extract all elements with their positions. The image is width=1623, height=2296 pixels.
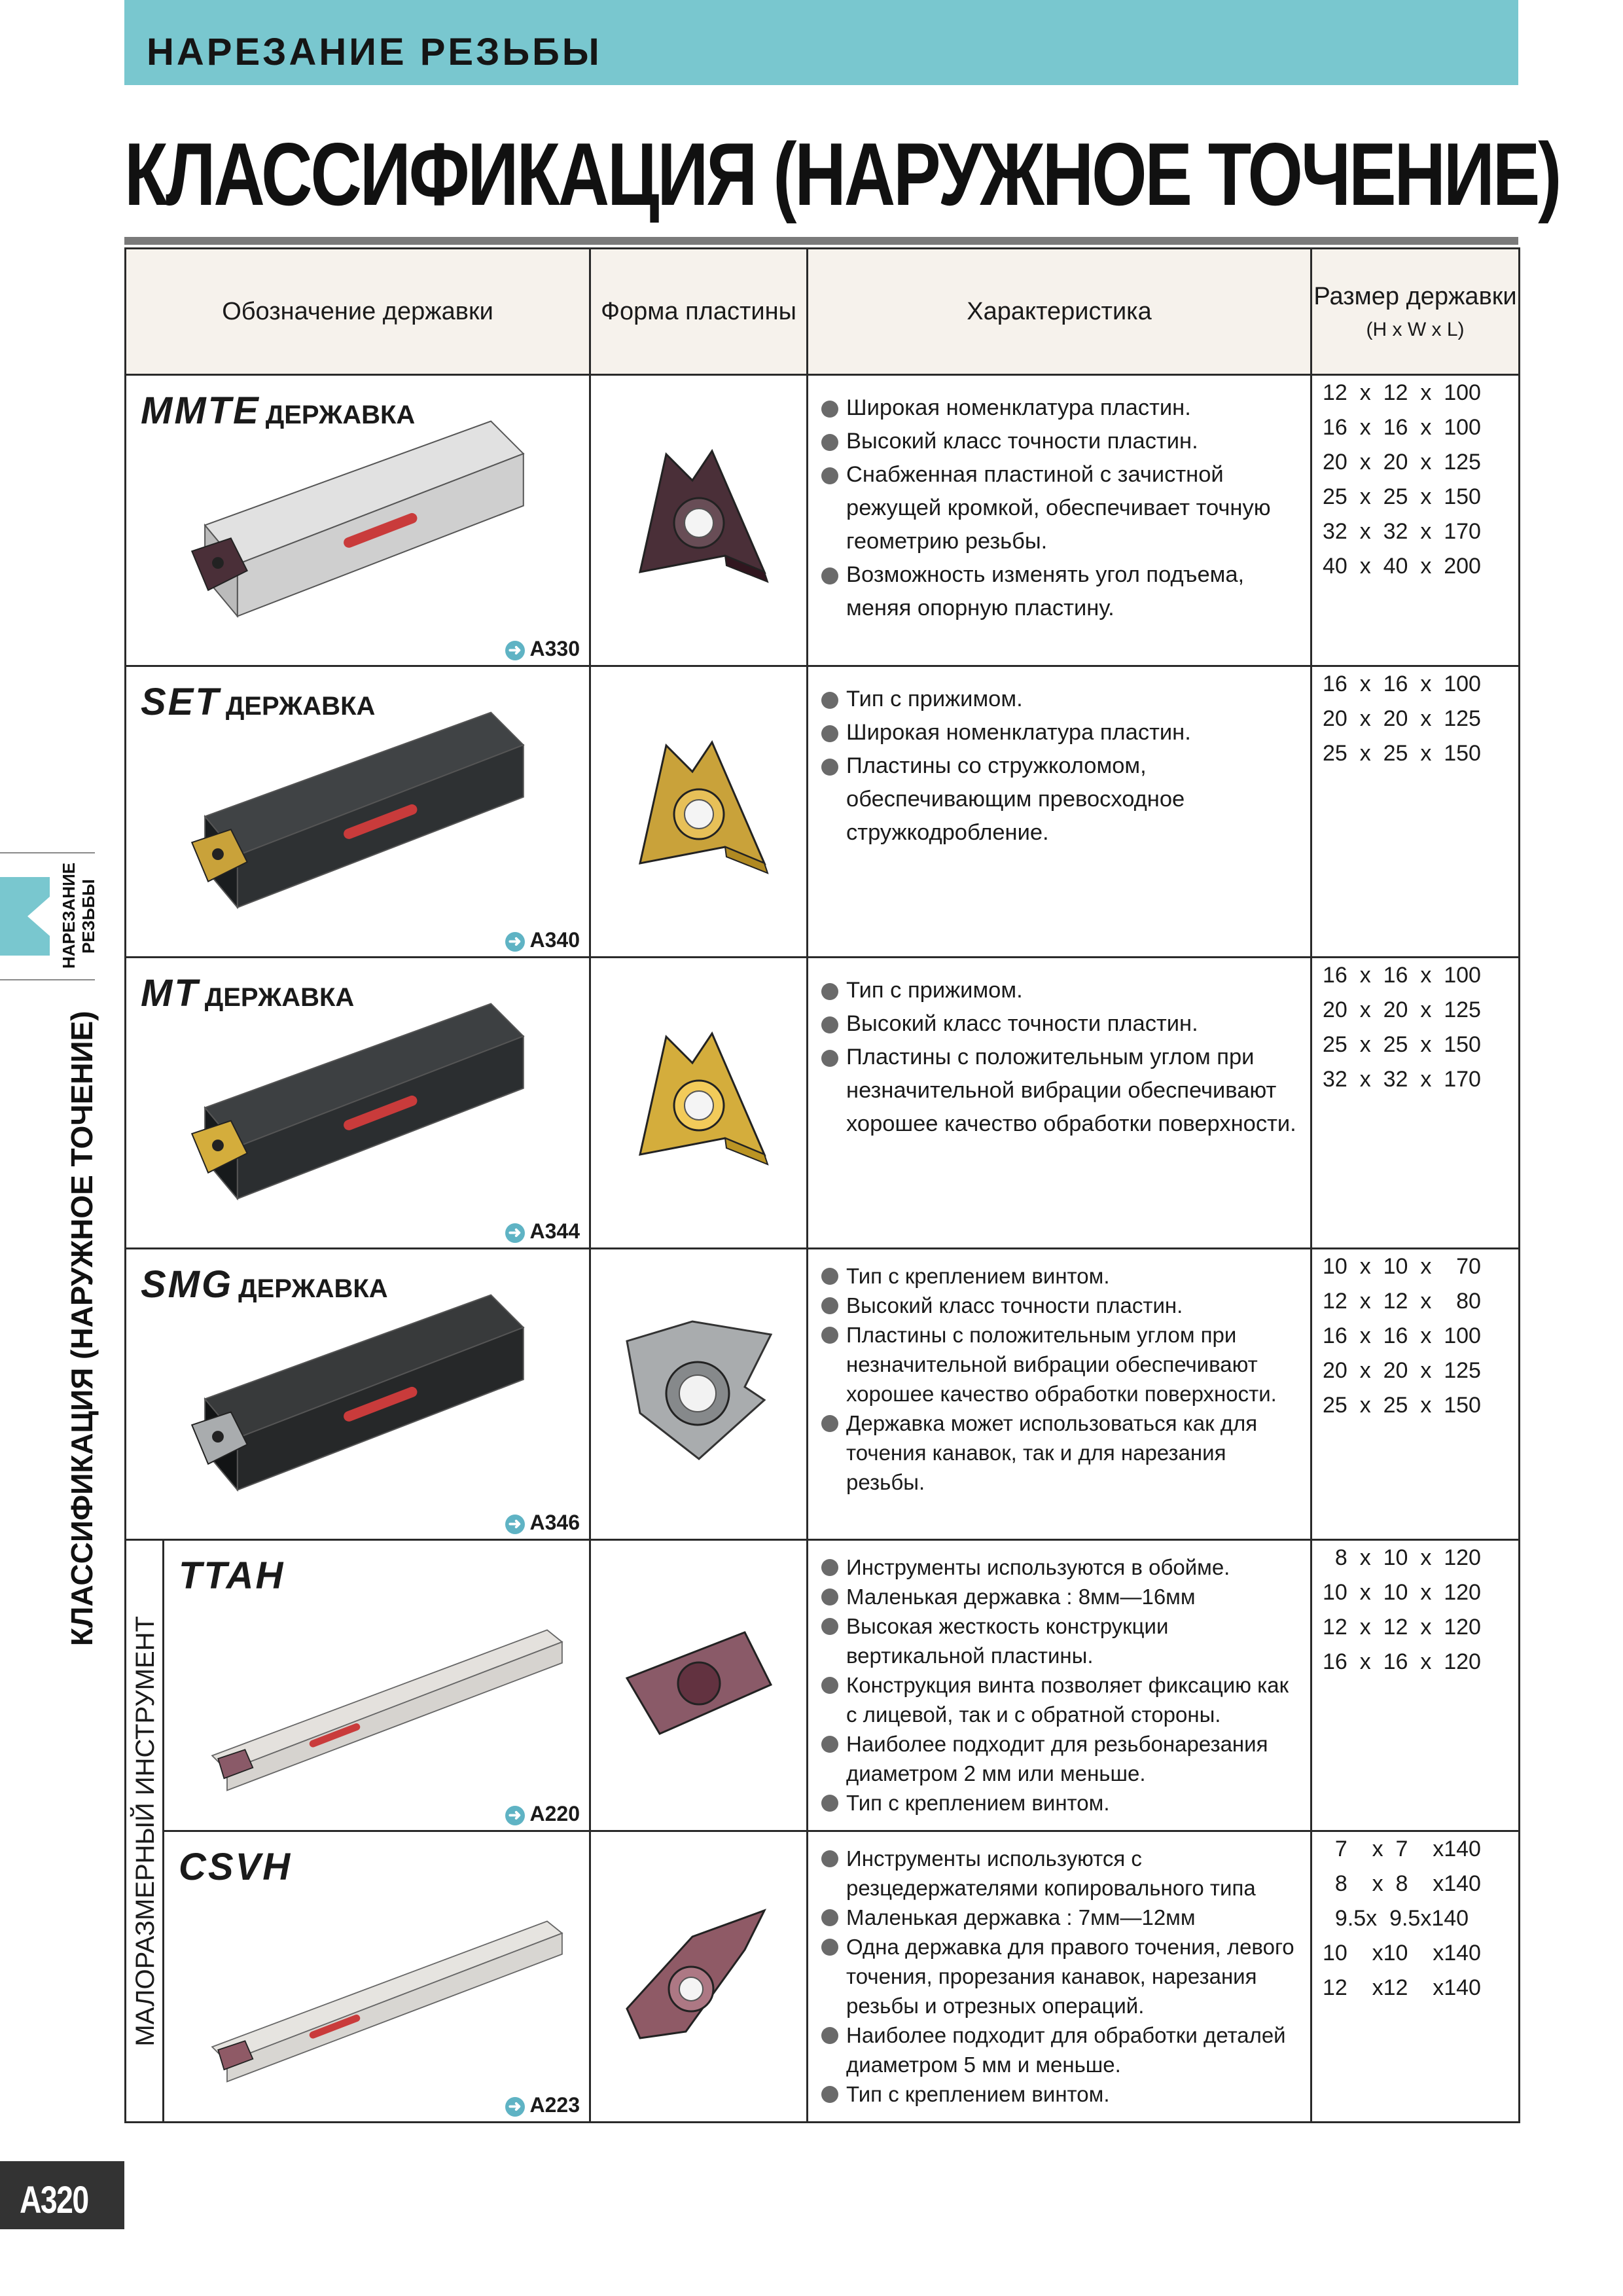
feature-item: Пластины с положительным углом при незначительной вибрации обеспечивают хорошее качество обработки поверхности. <box>821 1041 1301 1141</box>
feature-item: Снабженная пластиной с зачистной режущей кромкой, обеспечивает точную геометрию резьбы. <box>821 458 1301 558</box>
holder-name <box>179 1554 290 1598</box>
feature-item: Возможность изменять угол подъема, меняя опорную пластину. <box>821 558 1301 625</box>
insert-hole <box>679 1375 716 1412</box>
side-tab-marker <box>0 877 50 956</box>
feature-item: Тип с прижимом. <box>821 974 1301 1007</box>
header-size-label: Размер державки <box>1313 282 1517 310</box>
size-entry: 25 x 25 x 150 <box>1323 1393 1481 1418</box>
sizes-cell <box>1311 1249 1520 1540</box>
arrow-right-icon: ➜ <box>505 1223 525 1243</box>
feature-item: Маленькая державка : 7мм―12мм <box>821 1903 1301 1932</box>
holder-top-face <box>212 1921 562 2062</box>
insert-cell <box>590 958 808 1249</box>
features-cell <box>808 1249 1311 1540</box>
features-cell <box>808 666 1311 958</box>
size-entry: 12 x12 x140 <box>1323 1975 1481 2000</box>
holder-kind: ДЕРЖАВКА <box>225 692 376 721</box>
features-list <box>821 1844 1301 2109</box>
sizes-cell <box>1311 1831 1520 2123</box>
size-entry: 8 x 10 x 120 <box>1323 1545 1481 1570</box>
size-entry: 20 x 20 x 125 <box>1323 1358 1481 1383</box>
holder-kind: ДЕРЖАВКА <box>265 401 416 429</box>
feature-item: Инструменты используются с резцедержателями копировального типа <box>821 1844 1301 1903</box>
holder-code: MT <box>141 972 200 1014</box>
insert-cell <box>590 1831 808 2123</box>
feature-item: Тип с креплением винтом. <box>821 1788 1301 1818</box>
features-cell <box>808 958 1311 1249</box>
size-entry: 10 x 10 x 70 <box>1323 1254 1481 1279</box>
holder-side-face <box>227 1933 562 2082</box>
sizes-list <box>1312 1249 1518 1423</box>
size-entry: 7 x 7 x140 <box>1323 1837 1481 1861</box>
sizes-list <box>1312 1832 1518 2005</box>
feature-item: Тип с прижимом. <box>821 683 1301 716</box>
insert-image <box>614 732 784 883</box>
sizes-list <box>1312 958 1518 1097</box>
header-features: Характеристика <box>808 249 1311 375</box>
insert-image <box>614 1897 784 2048</box>
header-size-sub: (H x W x L) <box>1366 318 1465 340</box>
feature-item: Одна державка для правого точения, левого точения, прорезания канавок, нарезания резьбы и отрезных операций. <box>821 1932 1301 2020</box>
feature-item: Наиболее подходит для обработки деталей диаметром 5 мм и меньше. <box>821 2020 1301 2079</box>
insert-bore <box>678 1662 720 1704</box>
insert-image <box>614 441 784 592</box>
holder-code: TTAH <box>179 1554 285 1597</box>
sizes-list <box>1312 376 1518 584</box>
page-reference-label: A220 <box>529 1802 580 1825</box>
page-reference-link[interactable] <box>505 637 580 661</box>
insert-hole <box>685 1091 713 1120</box>
arrow-right-icon: ➜ <box>505 2097 525 2117</box>
size-entry: 16 x 16 x 100 <box>1323 963 1481 988</box>
sizes-cell <box>1311 958 1520 1249</box>
page-reference-label: A223 <box>529 2093 580 2117</box>
holder-cell <box>164 1831 590 2123</box>
features-list <box>821 683 1301 850</box>
page-title: КЛАССИФИКАЦИЯ (НАРУЖНОЕ ТОЧЕНИЕ) <box>124 124 1560 224</box>
features-list <box>821 1261 1301 1497</box>
feature-item: Инструменты используются в обойме. <box>821 1552 1301 1582</box>
feature-item: Высокий класс точности пластин. <box>821 1007 1301 1041</box>
size-entry: 20 x 20 x 125 <box>1323 997 1481 1022</box>
arrow-right-icon: ➜ <box>505 932 525 952</box>
sizes-cell <box>1311 1540 1520 1831</box>
sizes-cell <box>1311 666 1520 958</box>
page-reference-link[interactable] <box>505 1219 580 1244</box>
size-entry: 12 x 12 x 100 <box>1323 380 1481 405</box>
size-entry: 32 x 32 x 170 <box>1323 1067 1481 1092</box>
features-list <box>821 1552 1301 1818</box>
size-entry: 40 x 40 x 200 <box>1323 554 1481 579</box>
section-header-band <box>124 0 1518 85</box>
size-entry: 12 x 12 x 80 <box>1323 1289 1481 1314</box>
header-size <box>1311 249 1520 375</box>
size-entry: 9.5x 9.5x140 <box>1323 1906 1469 1931</box>
insert-cell <box>590 666 808 958</box>
side-tab-line1: НАРЕЗАНИЕ <box>59 862 79 969</box>
feature-item: Наиболее подходит для резьбонарезания диаметром 2 мм или меньше. <box>821 1729 1301 1788</box>
holder-name <box>141 680 375 724</box>
feature-item: Широкая номенклатура пластин. <box>821 391 1301 425</box>
holder-code: SMG <box>141 1263 234 1306</box>
holder-kind: ДЕРЖАВКА <box>204 983 355 1012</box>
holder-screw <box>212 1431 224 1443</box>
holder-name <box>141 971 354 1015</box>
holder-code: MMTE <box>141 389 260 432</box>
table-row <box>126 375 1520 666</box>
table-row <box>126 1540 1520 1831</box>
holder-cell <box>126 958 590 1249</box>
header-insert: Форма пластины <box>590 249 808 375</box>
size-entry: 8 x 8 x140 <box>1323 1871 1481 1896</box>
size-entry: 25 x 25 x 150 <box>1323 1032 1481 1057</box>
holder-name <box>141 1263 388 1306</box>
classification-table <box>124 247 1520 2123</box>
holder-side-face <box>227 1642 562 1791</box>
small-tools-label: МАЛОРАЗМЕРНЫЙ ИНСТРУМЕНТ <box>130 1615 160 2047</box>
side-tab-line2: РЕЗЬБЫ <box>79 879 98 954</box>
header-holder: Обозначение державки <box>126 249 590 375</box>
side-vertical-title: КЛАССИФИКАЦИЯ (НАРУЖНОЕ ТОЧЕНИЕ) <box>65 1011 99 1647</box>
features-list <box>821 974 1301 1141</box>
sizes-cell <box>1311 375 1520 666</box>
features-cell <box>808 1540 1311 1831</box>
page-reference-link[interactable] <box>505 1802 580 1826</box>
insert-image <box>614 1606 784 1757</box>
size-entry: 32 x 32 x 170 <box>1323 519 1481 544</box>
feature-item: Высокий класс точности пластин. <box>821 1291 1301 1320</box>
feature-item: Пластины с положительным углом при незначительной вибрации обеспечивают хорошее качество обработки поверхности. <box>821 1320 1301 1408</box>
holder-kind: ДЕРЖАВКА <box>238 1274 388 1303</box>
holder-top-face <box>212 1630 562 1770</box>
features-list <box>821 391 1301 625</box>
insert-hole <box>679 1977 703 2001</box>
page-reference-link[interactable] <box>505 2093 580 2117</box>
table-header-row <box>126 249 1520 375</box>
insert-cell <box>590 1249 808 1540</box>
insert-cell <box>590 1540 808 1831</box>
feature-item: Широкая номенклатура пластин. <box>821 716 1301 749</box>
feature-item: Тип с креплением винтом. <box>821 1261 1301 1291</box>
insert-image <box>614 1315 784 1465</box>
size-entry: 12 x 12 x 120 <box>1323 1615 1481 1640</box>
insert-hole <box>685 800 713 829</box>
insert-image <box>614 1024 784 1174</box>
size-entry: 16 x 16 x 100 <box>1323 415 1481 440</box>
section-header: НАРЕЗАНИЕ РЕЗЬБЫ <box>147 31 602 73</box>
page-number: A320 <box>20 2179 88 2221</box>
arrow-right-icon: ➜ <box>505 641 525 660</box>
side-tab-label <box>59 864 102 969</box>
page-reference-link[interactable] <box>505 928 580 952</box>
page-reference-link[interactable] <box>505 1511 580 1535</box>
small-tools-group-cell <box>126 1540 164 2123</box>
feature-item: Высокий класс точности пластин. <box>821 425 1301 458</box>
table-row <box>126 666 1520 958</box>
holder-cell <box>126 1249 590 1540</box>
holder-name <box>179 1845 297 1889</box>
holder-screw <box>212 1139 224 1151</box>
holder-code: CSVH <box>179 1846 293 1888</box>
holder-screw <box>212 557 224 569</box>
holder-name <box>141 389 415 433</box>
size-entry: 16 x 16 x 100 <box>1323 1323 1481 1348</box>
feature-item: Маленькая державка : 8мм―16мм <box>821 1582 1301 1611</box>
arrow-right-icon: ➜ <box>505 1806 525 1825</box>
size-entry: 10 x 10 x 120 <box>1323 1580 1481 1605</box>
page-number-box <box>0 2161 124 2229</box>
size-entry: 16 x 16 x 120 <box>1323 1649 1481 1674</box>
table-row <box>126 1831 1520 2123</box>
table-row <box>126 958 1520 1249</box>
table-row <box>126 1249 1520 1540</box>
holder-code: SET <box>141 681 221 723</box>
sizes-list <box>1312 1541 1518 1679</box>
page-reference-label: A344 <box>529 1219 580 1243</box>
features-cell <box>808 1831 1311 2123</box>
feature-item: Пластины со стружколомом, обеспечивающим превосходное стружкодробление. <box>821 749 1301 850</box>
title-rule <box>124 237 1518 245</box>
feature-item: Тип с креплением винтом. <box>821 2079 1301 2109</box>
arrow-right-icon: ➜ <box>505 1515 525 1534</box>
size-entry: 25 x 25 x 150 <box>1323 741 1481 766</box>
size-entry: 16 x 16 x 100 <box>1323 672 1481 696</box>
insert-hole <box>685 509 713 537</box>
page-reference-label: A340 <box>529 928 580 952</box>
feature-item: Конструкция винта позволяет фиксацию как с лицевой, так и с обратной стороны. <box>821 1670 1301 1729</box>
feature-item: Высокая жесткость конструкции вертикальной пластины. <box>821 1611 1301 1670</box>
size-entry: 10 x10 x140 <box>1323 1941 1481 1965</box>
holder-cell <box>126 666 590 958</box>
feature-item: Державка может использоваться как для точения канавок, так и для нарезания резьбы. <box>821 1408 1301 1497</box>
holder-screw <box>212 848 224 860</box>
features-cell <box>808 375 1311 666</box>
insert-cell <box>590 375 808 666</box>
page-reference-label: A346 <box>529 1511 580 1534</box>
size-entry: 20 x 20 x 125 <box>1323 706 1481 731</box>
page-reference-label: A330 <box>529 637 580 660</box>
sizes-list <box>1312 667 1518 771</box>
size-entry: 25 x 25 x 150 <box>1323 484 1481 509</box>
holder-cell <box>164 1540 590 1831</box>
size-entry: 20 x 20 x 125 <box>1323 450 1481 475</box>
holder-cell <box>126 375 590 666</box>
